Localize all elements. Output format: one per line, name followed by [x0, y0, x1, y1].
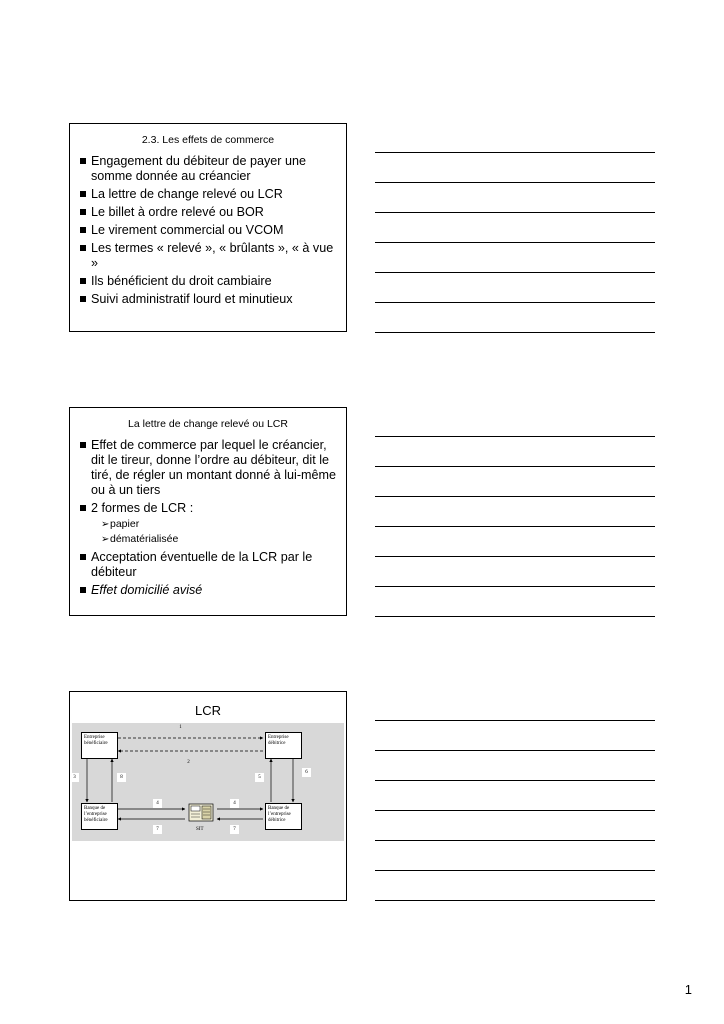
step-label: 3	[70, 773, 79, 782]
slide-3	[69, 691, 347, 901]
slide-title: La lettre de change relevé ou LCR	[128, 418, 288, 430]
bullet-square-icon	[80, 296, 86, 302]
step-label: 4	[153, 799, 162, 808]
bullet-item: Ils bénéficient du droit cambiaire	[80, 274, 338, 289]
bullet-square-icon	[80, 442, 86, 448]
sit-label: SIT	[196, 827, 204, 832]
note-line	[375, 810, 655, 811]
note-line	[375, 212, 655, 213]
sub-bullet-item: ➢ dématérialisée	[101, 533, 179, 545]
note-line	[375, 302, 655, 303]
bullet-item: Suivi administratif lourd et minutieux	[80, 292, 338, 307]
bullet-item: Les termes « relevé », « brûlants », « à vue »	[80, 241, 338, 271]
note-line	[375, 586, 655, 587]
note-line	[375, 152, 655, 153]
bullet-square-icon	[80, 158, 86, 164]
step-label: 7	[153, 825, 162, 834]
sub-bullet-item: ➢ papier	[101, 518, 140, 530]
bullet-item: Effet domicilié avisé	[80, 583, 338, 598]
slide-1	[69, 123, 347, 332]
arrow-bullet-icon: ➢	[101, 519, 110, 530]
lcr-flow-diagram	[72, 723, 344, 841]
note-line	[375, 720, 655, 721]
sub-bullet-list	[101, 517, 338, 547]
step-label: 7	[230, 825, 239, 834]
step-label: 2	[187, 760, 190, 765]
bullet-square-icon	[80, 227, 86, 233]
step-label: 4	[230, 799, 239, 808]
banque-beneficiaire-box: Banque de l’entreprise bénéficiaire	[81, 803, 118, 830]
bullet-list	[70, 154, 346, 307]
arrow-bullet-icon: ➢	[101, 534, 110, 545]
banque-debitrice-box: Banque de l’entreprise débitrice	[265, 803, 302, 830]
note-line	[375, 556, 655, 557]
note-line	[375, 332, 655, 333]
slide-title: 2.3. Les effets de commerce	[141, 134, 275, 146]
bullet-square-icon	[80, 245, 86, 251]
note-line	[375, 840, 655, 841]
bullet-item: La lettre de change relevé ou LCR	[80, 187, 338, 202]
note-line	[375, 182, 655, 183]
note-line	[375, 436, 655, 437]
page-number: 1	[684, 982, 692, 997]
note-line	[375, 496, 655, 497]
bullet-square-icon	[80, 587, 86, 593]
entreprise-debitrice-box: Entreprise débitrice	[265, 732, 302, 759]
note-line	[375, 780, 655, 781]
entreprise-beneficiaire-box: Entreprise bénéficiaire	[81, 732, 118, 759]
bullet-square-icon	[80, 209, 86, 215]
bullet-square-icon	[80, 505, 86, 511]
note-line	[375, 242, 655, 243]
bullet-square-icon	[80, 554, 86, 560]
sit-machine-icon	[189, 804, 213, 821]
note-line	[375, 272, 655, 273]
bullet-item: Le virement commercial ou VCOM	[80, 223, 338, 238]
bullet-square-icon	[80, 191, 86, 197]
note-line	[375, 870, 655, 871]
bullet-square-icon	[80, 278, 86, 284]
note-line	[375, 616, 655, 617]
note-line	[375, 900, 655, 901]
step-label: 1	[179, 725, 182, 730]
step-label: 8	[117, 773, 126, 782]
note-line	[375, 750, 655, 751]
step-label: 5	[255, 773, 264, 782]
slide-title: LCR	[194, 703, 221, 718]
bullet-item: Effet de commerce par lequel le créancier, dit le tireur, donne l’ordre au débiteur, dit le tiré, de régler un montant donné à lui-même ou à un tiers	[80, 438, 338, 498]
bullet-item: Acceptation éventuelle de la LCR par le débiteur	[80, 550, 338, 580]
bullet-item: 2 formes de LCR : ➢ papier ➢ dématérialisée	[80, 501, 338, 547]
bullet-list	[70, 438, 346, 598]
slide-2	[69, 407, 347, 616]
step-label: 6	[302, 768, 311, 777]
bullet-item: Le billet à ordre relevé ou BOR	[80, 205, 338, 220]
bullet-item: Engagement du débiteur de payer une somme donnée au créancier	[80, 154, 338, 184]
note-line	[375, 466, 655, 467]
note-line	[375, 526, 655, 527]
